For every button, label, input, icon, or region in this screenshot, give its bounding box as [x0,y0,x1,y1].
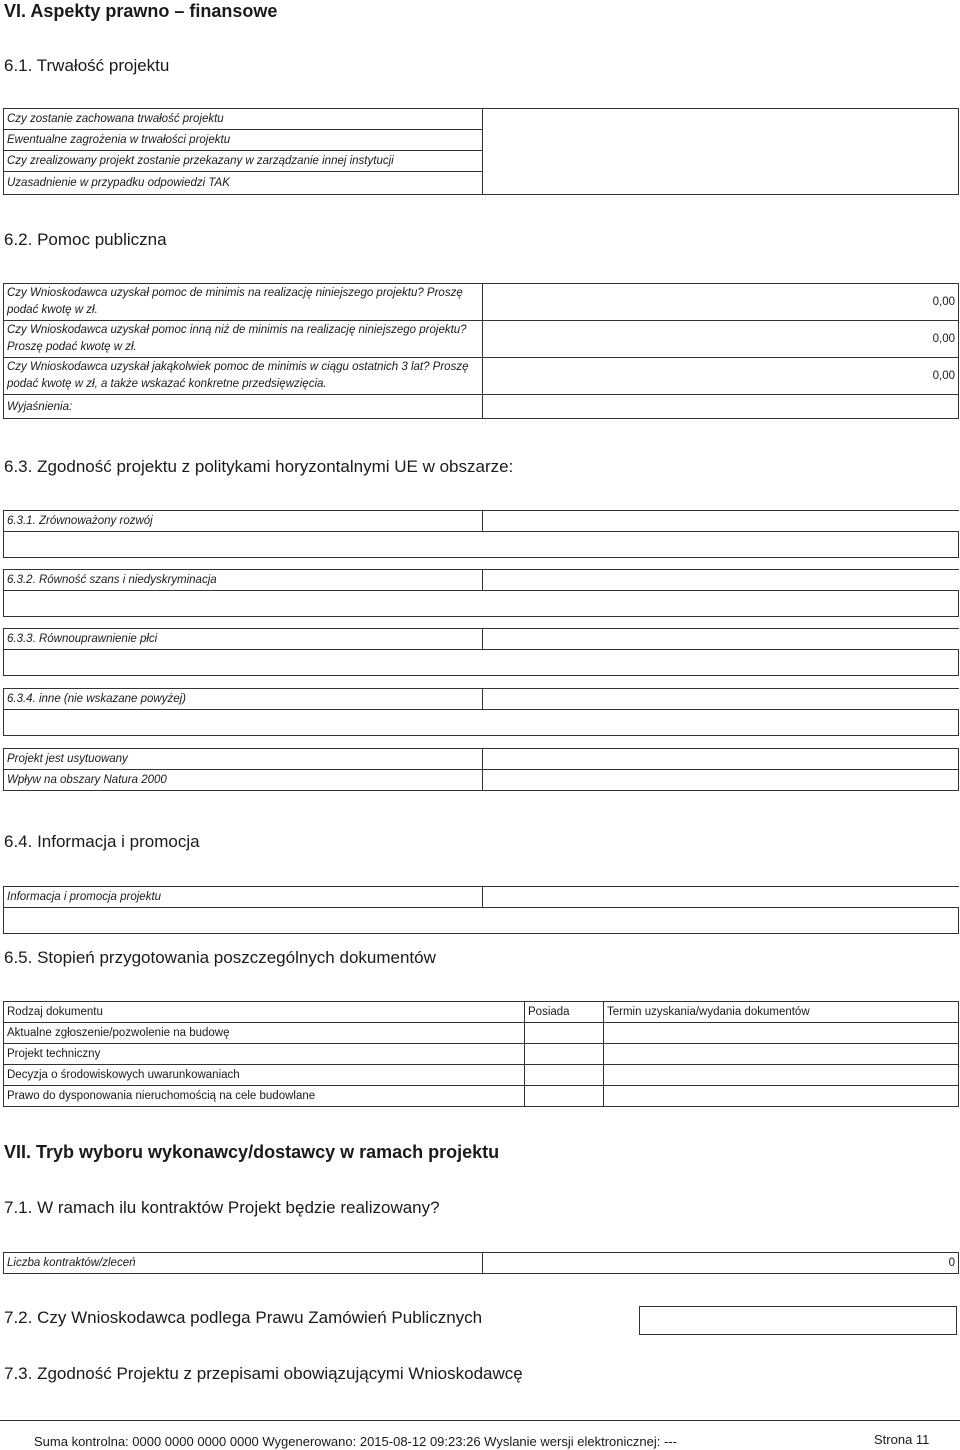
footer-checksum: Suma kontrolna: 0000 0000 0000 0000 Wygenerowano: 2015-08-12 09:23:26 Wyslanie wersji elektronicznej: --- [34,1434,677,1449]
table-row [4,109,959,130]
explanation-field[interactable] [483,395,959,419]
policy-text-field[interactable] [4,591,959,617]
document-name: Decyzja o środowiskowych uwarunkowaniach [4,1065,525,1086]
policy-text-field[interactable] [4,532,959,558]
row-label: Czy Wnioskodawca uzyskał jakąkolwiek pomoc de minimis w ciągu ostatnich 3 lat? Proszę podać kwotę w zł, a także wskazać konkretne przedsięwzięcia. [4,358,483,395]
table-row [4,1044,959,1065]
public-procurement-answer-field[interactable] [639,1306,957,1335]
has-document-cell[interactable] [525,1065,604,1086]
answer-cell[interactable] [483,770,959,791]
row-label: Informacja i promocja projektu [4,887,483,908]
section-6-5-title: 6.5. Stopień przygotowania poszczególnych dokumentów [4,948,436,967]
section-7-1-title: 7.1. W ramach ilu kontraktów Projekt będzie realizowany? [4,1198,440,1217]
date-cell[interactable] [604,1086,959,1107]
table-row [4,358,959,395]
section-7-2-title: 7.2. Czy Wnioskodawca podlega Prawu Zamówień Publicznych [4,1308,483,1327]
section-6-2-title: 6.2. Pomoc publiczna [4,230,167,249]
section-6-3-title: 6.3. Zgodność projektu z politykami horyzontalnymi UE w obszarze: [4,457,514,476]
table-row [4,1253,959,1274]
table-row [4,1065,959,1086]
table-row [4,1023,959,1044]
date-cell[interactable] [604,1023,959,1044]
date-cell[interactable] [604,1065,959,1086]
policy-text-field[interactable] [4,650,959,676]
row-label: Czy zostanie zachowana trwałość projektu [4,109,483,130]
policy-item-1 [3,510,959,558]
row-label: Czy Wnioskodawca uzyskał pomoc de minimis na realizację niniejszego projektu? Proszę podać kwotę w zł. [4,284,483,321]
explanation-label: Wyjaśnienia: [4,395,483,419]
column-header: Rodzaj dokumentu [4,1002,525,1023]
contracts-count-value[interactable]: 0 [483,1253,959,1274]
row-label: Liczba kontraktów/zleceń [4,1253,483,1274]
policy-item-4 [3,688,959,736]
table-header-row [4,1002,959,1023]
has-document-cell[interactable] [525,1044,604,1065]
amount-value[interactable]: 0,00 [483,358,959,395]
policy-text-field[interactable] [4,710,959,736]
public-aid-table [3,283,959,419]
section-vii-title: VII. Tryb wyboru wykonawcy/dostawcy w ramach projektu [4,1142,500,1162]
section-vi-title: VI. Aspekty prawno – finansowe [4,1,278,21]
has-document-cell[interactable] [525,1086,604,1107]
policy-item-2 [3,569,959,617]
location-table [3,748,959,791]
promotion-table [3,886,959,934]
policy-label: 6.3.2. Równość szans i niedyskryminacja [4,570,483,591]
contracts-table [3,1252,959,1274]
policy-label: 6.3.4. inne (nie wskazane powyżej) [4,689,483,710]
document-name: Aktualne zgłoszenie/pozwolenie na budowę [4,1023,525,1044]
date-cell[interactable] [604,1044,959,1065]
row-label: Uzasadnienie w przypadku odpowiedzi TAK [4,172,483,195]
section-6-1-title: 6.1. Trwałość projektu [4,56,170,75]
table-row [4,395,959,419]
row-label: Czy Wnioskodawca uzyskał pomoc inną niż de minimis na realizację niniejszego projektu? Proszę podać kwotę w zł. [4,321,483,358]
policy-item-3 [3,628,959,676]
answer-cell[interactable] [483,749,959,770]
table-row [4,321,959,358]
document-name: Projekt techniczny [4,1044,525,1065]
amount-value[interactable]: 0,00 [483,284,959,321]
footer-divider [0,1420,960,1421]
section-7-3-title: 7.3. Zgodność Projektu z przepisami obowiązującymi Wnioskodawcę [4,1364,523,1383]
column-header: Posiada [525,1002,604,1023]
row-label: Czy zrealizowany projekt zostanie przekazany w zarządzanie innej instytucji [4,151,483,172]
footer-page-number: Strona 11 [874,1432,930,1447]
amount-value[interactable]: 0,00 [483,321,959,358]
documents-table [3,1001,959,1107]
answer-cell[interactable] [483,109,959,195]
promotion-text-field[interactable] [4,908,959,934]
section-6-4-title: 6.4. Informacja i promocja [4,832,200,851]
table-row [4,1086,959,1107]
has-document-cell[interactable] [525,1023,604,1044]
row-label: Projekt jest usytuowany [4,749,483,770]
document-name: Prawo do dysponowania nieruchomością na cele budowlane [4,1086,525,1107]
row-label: Ewentualne zagrożenia w trwałości projektu [4,130,483,151]
table-row [4,770,959,791]
sustainability-table [3,108,959,195]
table-row [4,284,959,321]
row-label: Wpływ na obszary Natura 2000 [4,770,483,791]
policy-label: 6.3.1. Zrównoważony rozwój [4,511,483,532]
table-row [4,749,959,770]
policy-label: 6.3.3. Równouprawnienie płci [4,629,483,650]
column-header: Termin uzyskania/wydania dokumentów [604,1002,959,1023]
